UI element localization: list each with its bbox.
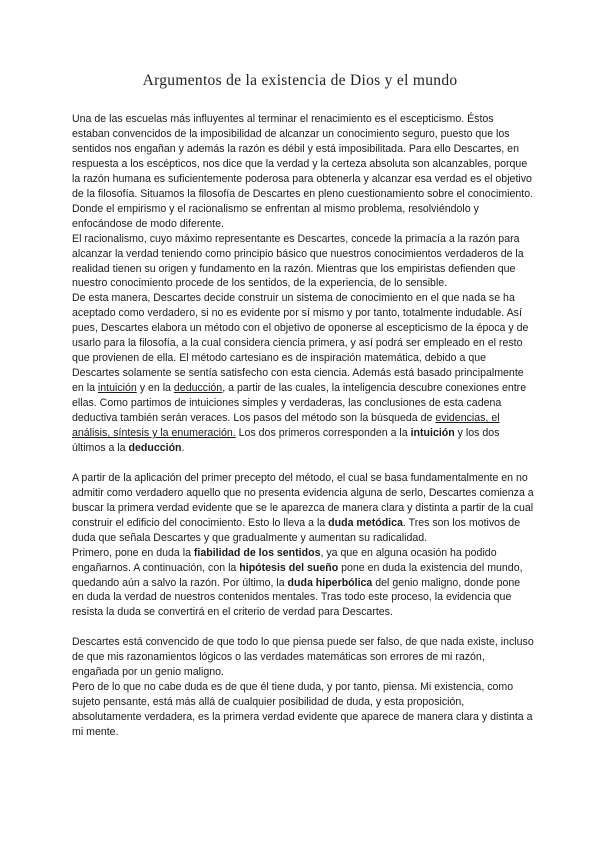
document-body: [72, 112, 534, 740]
paragraph-doubt-motives: Primero, pone en duda la fiabilidad de los sentidos, ya que en alguna ocasión ha podido engañarnos. A continuación, con la hipótesis del sueño pone en duda la existencia del mundo, quedando aún a salvo la razón. Por último, la duda hiperbólica del genio maligno, donde pone en duda la verdad de nuestros contenidos mentales. Tras todo este proceso, la evidencia que resista la duda se convertirá en el criterio de verdad para Descartes.: [72, 546, 523, 619]
intuicion-underline: intuición: [97, 382, 137, 395]
fiabilidad-bold: fiabilidad de los sentidos: [193, 546, 321, 559]
paragraph-rationalism: El racionalismo, cuyo máximo representante es Descartes, concede la primacía a la razón para alcanzar la verdad teniendo como principio básico que nuestros conocimientos verdaderos de la realidad tienen su origen y fundamento en la razón. Mientras que los empiristas defienden que nuestro conocimiento procede de los sentidos, de la experiencia, de lo sensible.: [72, 232, 524, 290]
method-steps-underline: evidencias, el análisis, síntesis y la enumeración.: [72, 412, 500, 440]
deduccion-bold: deducción: [128, 441, 182, 454]
duda-metodica-bold: duda metódica: [328, 516, 403, 529]
paragraph-cogito: Pero de lo que no cabe duda es de que él tiene duda, y por tanto, piensa. Mi existencia, como sujeto pensante, está más allá de cualquier posibilidad de duda, y esta proposición, absolutamente verdadera, es la primera verdad evidente que aparece de manera clara y distinta a mi mente.: [72, 681, 533, 739]
deduccion-underline: deducción: [173, 382, 223, 395]
intuicion-bold: intuición: [410, 427, 455, 440]
duda-hiperbolica-bold: duda hiperbólica: [287, 576, 373, 589]
paragraph-evil-genius: Descartes está convencido de que todo lo que piensa puede ser falso, de que nada existe, incluso de que mis razonamientos lógicos o las verdades matemáticas son errores de mi razón, engañada por un genio maligno.: [72, 636, 534, 679]
page-title: Argumentos de la existencia de Dios y el mundo: [142, 72, 458, 89]
paragraph-method: De esta manera, Descartes decide construir un sistema de conocimiento en el que nada se ha aceptado como verdadero, si no es evidente por sí mismo y por tanto, totalmente indudable. Así pues, Descartes elabora un método con el objetivo de oponerse al escepticismo de la época y de usarlo para la filosofía, a la cual considera ciencia primera, y así podrá ser empleado en el resto que provienen de ella. El método cartesiano es de inspiración matemática, debido a que Descartes solamente se sentía satisfecho con esta ciencia. Además está basado principalmente en la intuición y en la deducción, a partir de las cuales, la inteligencia descubre conexiones entre ellas. Como partimos de intuiciones simples y verdaderas, las conclusiones de esta cadena deductiva también serán veraces. Los pasos del método son la búsqueda de evidencias, el análisis, síntesis y la enumeración. Los dos primeros corresponden a la intuición y los dos últimos a la deducción.: [72, 292, 529, 454]
hipotesis-sueno-bold: hipótesis del sueño: [239, 561, 339, 574]
paragraph-scepticism: Una de las escuelas más influyentes al terminar el renacimiento es el escepticismo. Éstos estaban convencidos de la imposibilidad de alcanzar un conocimiento seguro, puesto que los sentidos nos engañan y además la razón es débil y está imposibilitada. Para ello Descartes, en respuesta a los escépticos, nos dice que la verdad y la certeza absoluta son alcanzables, porque la razón humana es suficientemente poderosa para obtenerla y alcanzar esa verdad es el objetivo de la filosofía. Situamos la filosofía de Descartes en pleno cuestionamiento sobre el conocimiento. Donde el empirismo y el racionalismo se enfrentan al mismo problema, resolviéndolo y enfocándose de modo diferente.: [72, 113, 534, 230]
paragraph-methodic-doubt: A partir de la aplicación del primer precepto del método, el cual se basa fundamentalmente en no admitir como verdadero aquello que no presenta evidencia alguna de serlo, Descartes comienza a buscar la primera verdad evidente que se le aparezca de manera clara y distinta a partir de la cual construir el edificio del conocimiento. Esto lo lleva a la duda metódica. Tres son los motivos de duda que señala Descartes y que gradualmente y aumentan su radicalidad.: [72, 471, 534, 544]
